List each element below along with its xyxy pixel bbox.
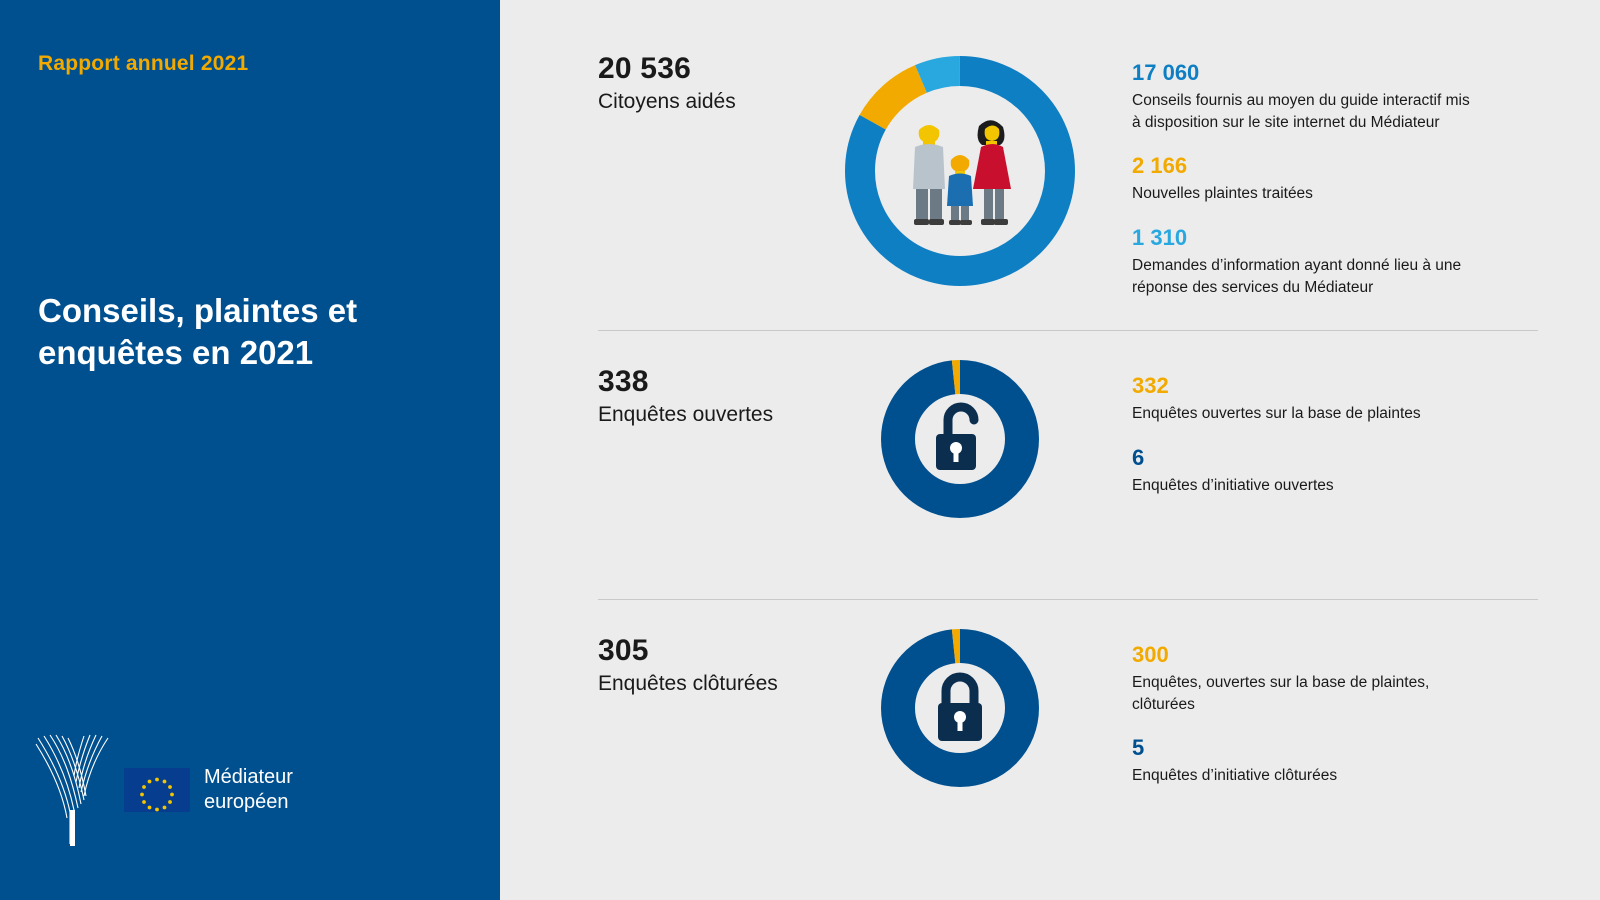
logo-line-2: européen (204, 791, 289, 813)
stat-total-value: 20 536 (598, 52, 691, 85)
stat-total-label: Enquêtes ouvertes (598, 403, 774, 426)
closed-inquiries-legend (1094, 628, 1538, 787)
stat-row-citizens (598, 0, 1538, 330)
legend-value: 332 (1132, 373, 1169, 398)
opened-inquiries-donut-chart (826, 359, 1094, 519)
legend-item (1132, 642, 1538, 715)
stat-total-closed (598, 628, 826, 696)
legend-description: Nouvelles plaintes traitées (1132, 185, 1313, 203)
legend-value: 17 060 (1132, 60, 1200, 85)
closed-padlock-icon (880, 628, 1040, 788)
family-illustration-icon (835, 46, 1085, 296)
report-label: Rapport annuel 2021 (38, 52, 249, 75)
logo-block (34, 732, 293, 848)
legend-value: 6 (1132, 444, 1145, 470)
legend-value: 5 (1132, 735, 1145, 761)
legend-item (1132, 373, 1538, 425)
legend-item (1132, 60, 1538, 133)
logo-text (204, 765, 293, 815)
eu-flag-icon (124, 768, 190, 812)
legend-item (1132, 153, 1538, 205)
opened-inquiries-legend (1094, 359, 1538, 496)
stat-total-label: Enquêtes clôturées (598, 672, 778, 695)
logo-line-1: Médiateur (204, 766, 293, 788)
legend-item (1132, 735, 1538, 787)
stat-total-label: Citoyens aidés (598, 90, 736, 113)
legend-description: Enquêtes d’initiative ouvertes (1132, 476, 1334, 494)
legend-value: 300 (1132, 642, 1169, 667)
legend-description: Enquêtes d’initiative clôturées (1132, 767, 1338, 785)
closed-inquiries-donut-chart (826, 628, 1094, 788)
left-panel (0, 0, 500, 900)
legend-item (1132, 225, 1538, 298)
legend-item (1132, 445, 1538, 497)
citizens-legend (1094, 46, 1538, 298)
stat-row-closed-inquiries (598, 600, 1538, 868)
stat-total-value: 338 (598, 365, 649, 398)
open-padlock-icon (880, 359, 1040, 519)
page-title: Conseils, plaintes et enquêtes en 2021 (38, 292, 358, 372)
legend-value: 2 166 (1132, 153, 1188, 179)
stat-total-citizens (598, 46, 826, 114)
legend-description: Enquêtes ouvertes sur la base de plaintes (1132, 405, 1421, 422)
legend-description: Enquêtes, ouvertes sur la base de plaintes, clôturées (1132, 674, 1430, 713)
stat-total-value: 305 (598, 634, 649, 667)
ombudsman-logo-icon (34, 732, 112, 848)
right-panel (500, 0, 1600, 900)
legend-value: 1 310 (1132, 225, 1188, 251)
stat-total-opened (598, 359, 826, 427)
stat-row-opened-inquiries (598, 331, 1538, 599)
legend-description: Conseils fournis au moyen du guide interactif mis à disposition sur le site internet du Médiateur (1132, 92, 1470, 131)
citizens-donut-chart (826, 46, 1094, 296)
legend-description: Demandes d’information ayant donné lieu à une réponse des services du Médiateur (1132, 257, 1462, 296)
